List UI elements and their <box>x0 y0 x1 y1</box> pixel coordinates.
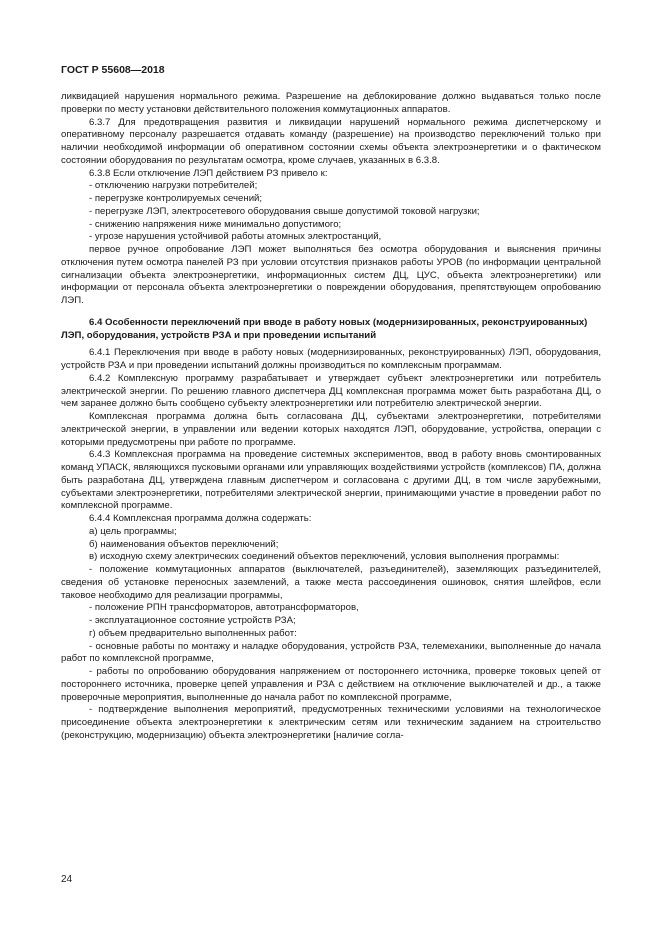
paragraph-continuation: ликвидацией нарушения нормального режима. Разрешение на деблокирование должно выдаваться только после проверки по месту установки действительного положения коммутационных аппаратов. <box>61 91 601 115</box>
paragraph-6-4-4: 6.4.4 Комплексная программа должна содержать: <box>89 513 312 524</box>
list-item: б) наименования объектов переключений; <box>89 538 279 550</box>
list-item: г) объем предварительно выполненных работ: <box>89 627 297 639</box>
paragraph-6-4-3: 6.4.3 Комплексная программа на проведение системных экспериментов, ввод в работу вновь смонтированных команд УПАСК, являющихся пусковыми органами или управляющих воздействиями устройств (комплексов) ПА, должна быть разработана ДЦ, утверждена главным диспетчером и согласована с другими ДЦ, в том числе зарубежными, субъектами электроэнергетики, потребителями электрической энергии, принимающими участие в проведении работ по комплексной программе. <box>61 449 601 512</box>
list-item: - перегрузке ЛЭП, электросетевого оборудования свыше допустимой токовой нагрузки; <box>89 205 480 217</box>
list-item: - положение коммутационных аппаратов (выключателей, разъединителей), заземляющих разъединителей, сведения об установке переносных заземлений, а также места рассоединения ошиновок, снятия шлейфов, если таковое необходимо для реализации программы, <box>61 564 601 601</box>
list-item: - эксплуатационное состояние устройств РЗА; <box>89 615 296 626</box>
paragraph-6-3-7: 6.3.7 Для предотвращения развития и ликвидации нарушений нормального режима диспетчерскому и оперативному персоналу разрешается отдавать команду (разрешение) на производство переключений только при наличии необходимой информации об оперативном состоянии схемы объекта электроэнергетики и о фактическом состоянии оборудования по результатам осмотра, кроме случаев, указанных в 6.3.8. <box>61 116 601 166</box>
page-number: 24 <box>61 874 73 885</box>
list-item: - положение РПН трансформаторов, автотрансформаторов, <box>89 602 359 614</box>
paragraph-6-3-8: 6.3.8 Если отключение ЛЭП действием РЗ привело к: <box>89 167 328 179</box>
list-item: - отключению нагрузки потребителей; <box>89 180 258 192</box>
list-item: - основные работы по монтажу и наладке оборудования, устройств РЗА, телемеханики, выполненные до начала работ по комплексной программе, <box>61 640 601 665</box>
list-item: - снижению напряжения ниже минимально допустимого; <box>89 218 342 230</box>
document-body <box>61 91 601 743</box>
list-item: - перегрузке контролируемых сечений; <box>89 193 263 204</box>
paragraph-6-4-2: 6.4.2 Комплексную программу разрабатывает и утверждает субъект электроэнергетики или потребитель электрической энергии. По решению главного диспетчера ДЦ комплексная программа может быть разработана ДЦ, о чем заранее должно быть сообщено субъекту электроэнергетики или потребителю электрической энергии. <box>61 372 601 410</box>
list-item: - угрозе нарушения устойчивой работы атомных электростанций, <box>89 231 382 243</box>
section-heading-6-4: 6.4 Особенности переключений при вводе в работу новых (модернизированных, реконструированных) ЛЭП, оборудования, устройств РЗА и при проведении испытаний <box>61 316 588 341</box>
paragraph-program-agreement: Комплексная программа должна быть согласована ДЦ, субъектами электроэнергетики, потребителями электрической энергии, в управлении или ведении которых находятся ЛЭП, оборудование, устройства, операции с которыми предусмотрены при работе по программе. <box>61 411 601 448</box>
list-item: в) исходную схему электрических соединений объектов переключений, условия выполнения программы: <box>89 551 560 563</box>
list-item: - подтверждение выполнения мероприятий, предусмотренных техническими условиями на технологическое присоединение объекта электроэнергетики к электрическим сетям или техническим заданием на строительство (реконструкцию, модернизацию) объекта электроэнергетики [наличие согла- <box>61 704 601 741</box>
list-item: - работы по опробованию оборудования напряжением от постороннего источника, проверке токовых цепей от постороннего источника, проверке цепей управления и РЗА с действием на отключение выключателей и др., а также проверочные мероприятия, выполненные до начала работ по комплексной программе, <box>61 666 601 703</box>
paragraph-6-4-1: 6.4.1 Переключения при вводе в работу новых (модернизированных, реконструированных) ЛЭП, оборудования, устройств РЗА и при проведении испытаний должны производиться по комплексным программам. <box>61 347 601 371</box>
paragraph-first-manual-test: первое ручное опробование ЛЭП может выполняться без осмотра оборудования и выяснения причины отключения путем осмотра панелей РЗ при условии отсутствия признаков работы УРОВ (по информации центральной сигнализации объекта электроэнергетики, информационных систем ДЦ, ЦУС, объекта электроэнергетики) или информации от персонала объекта электроэнергетики о повреждении оборудования, препятствующем опробованию ЛЭП. <box>61 244 601 306</box>
document-code-header: ГОСТ Р 55608—2018 <box>61 64 165 76</box>
list-item: а) цель программы; <box>89 525 177 537</box>
